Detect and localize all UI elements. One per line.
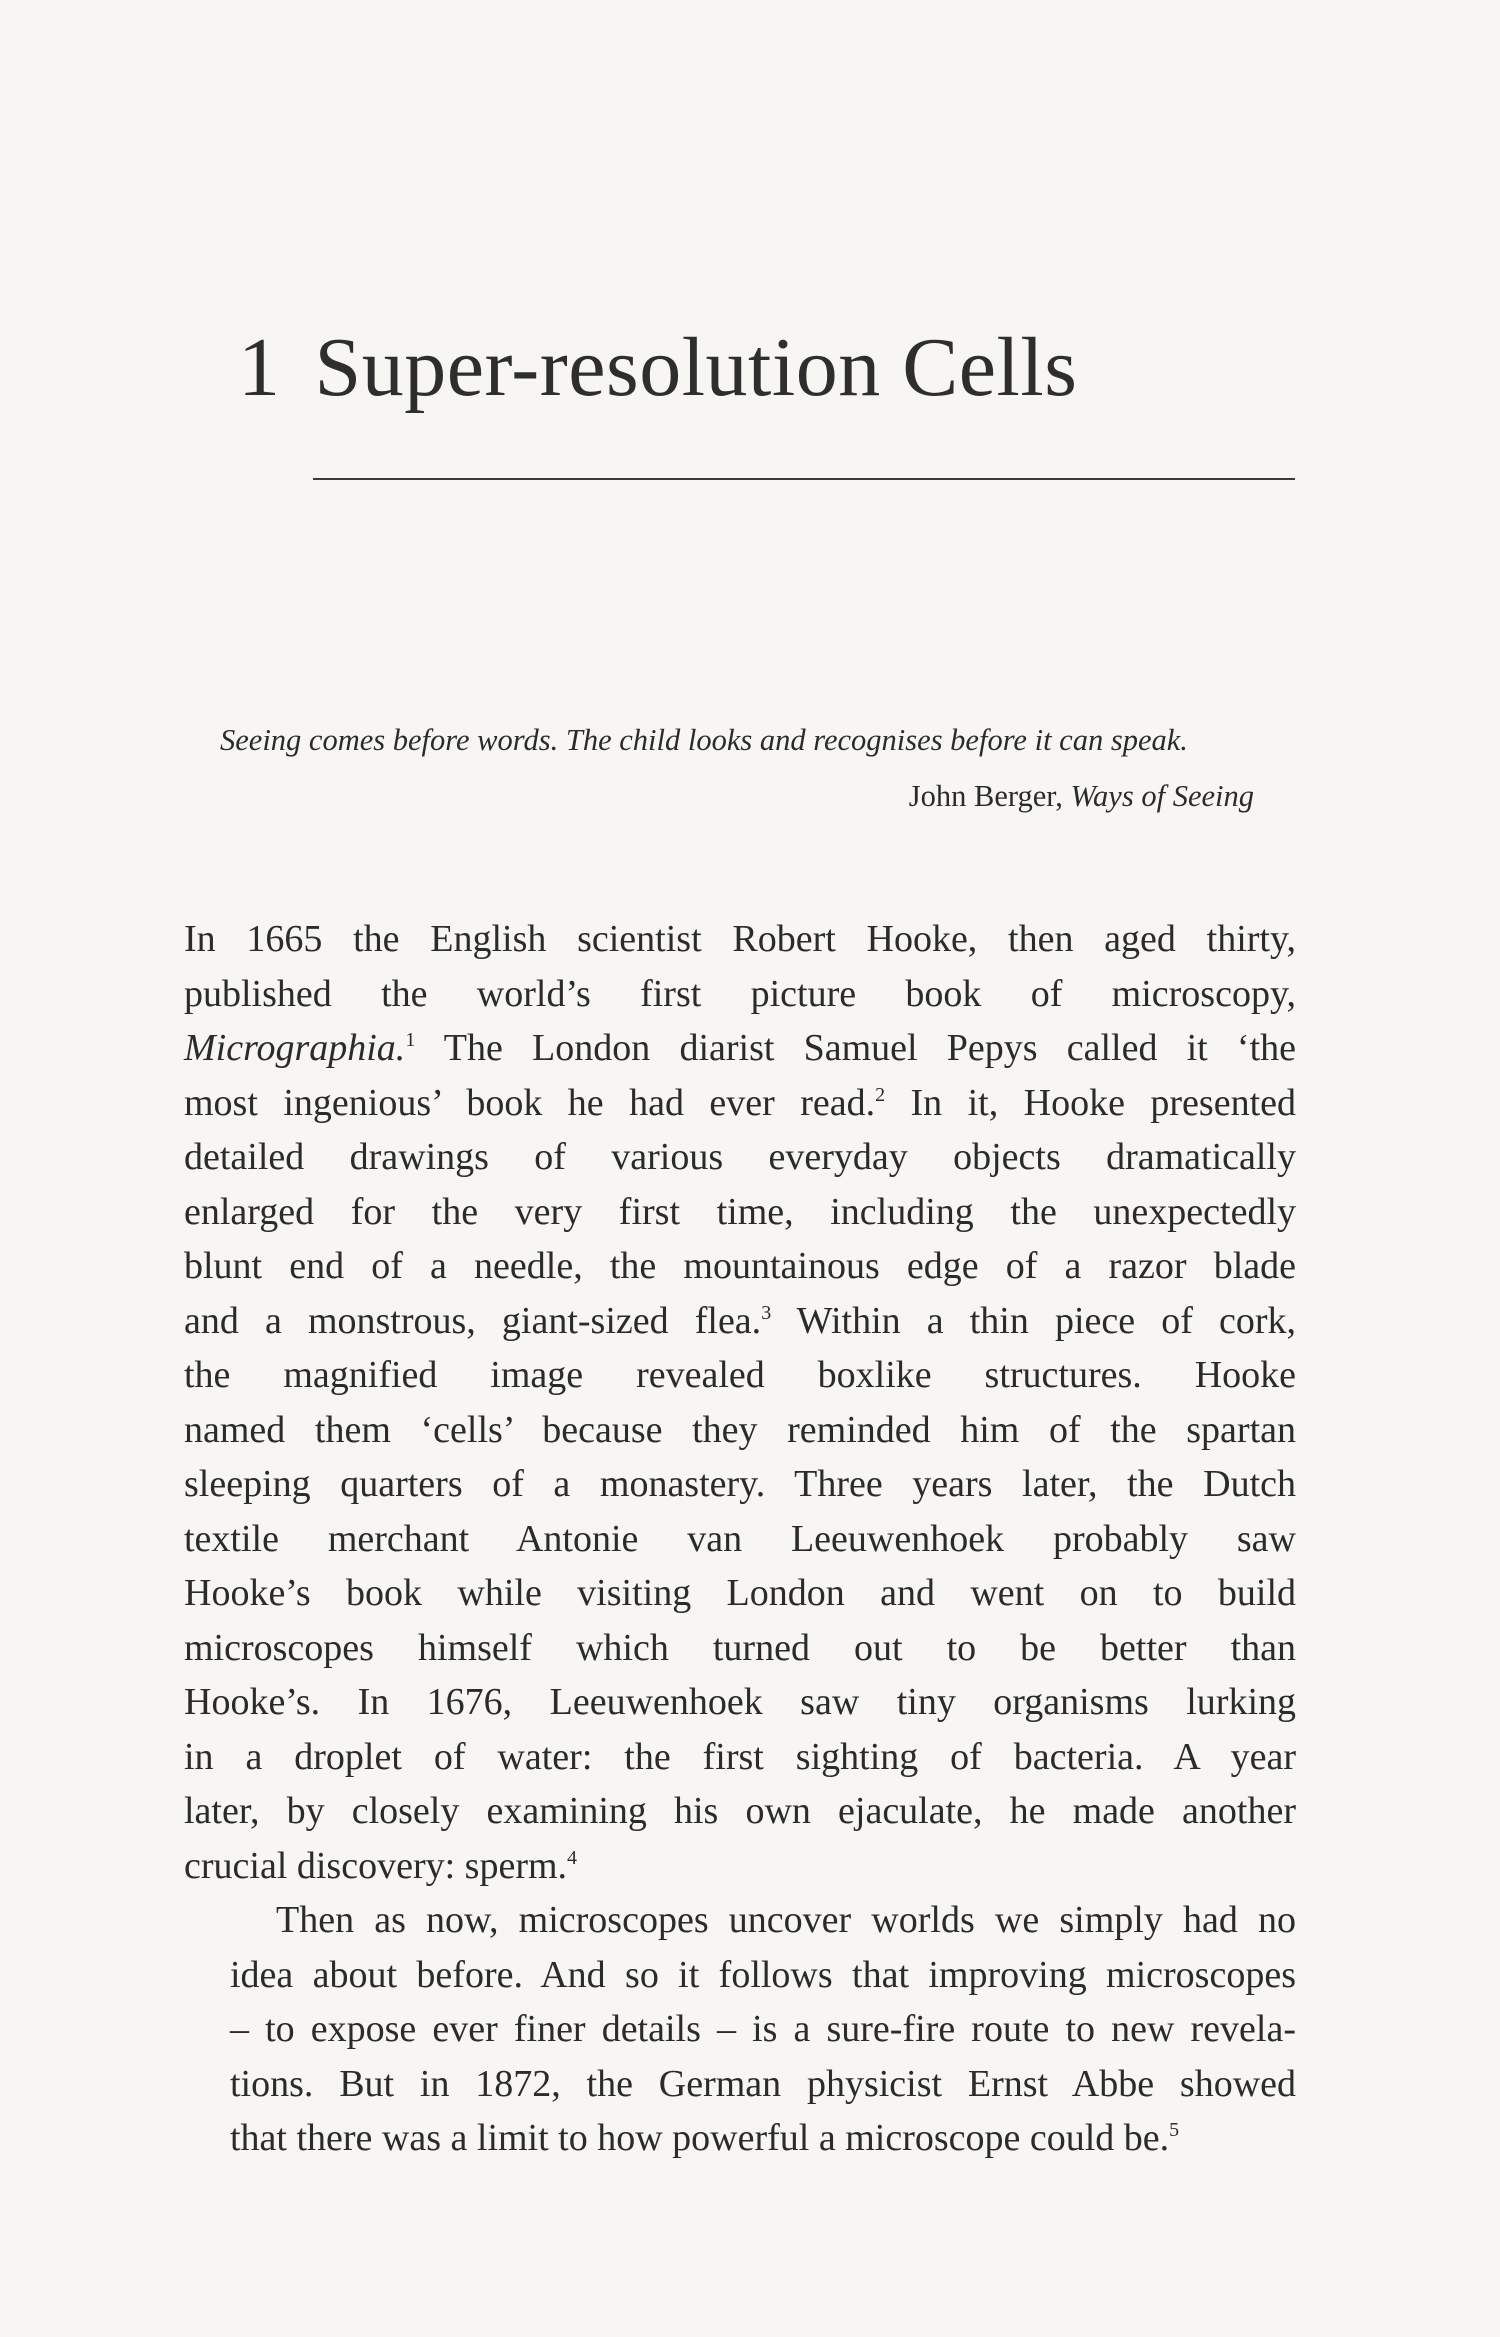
epigraph — [220, 712, 1254, 824]
text-line — [184, 1076, 1296, 1131]
footnote-ref[interactable]: 5 — [1169, 2119, 1180, 2141]
text-line: In 1665 the English scientist Robert Hooke, then aged thirty, — [184, 918, 1296, 960]
text-line — [184, 1294, 1296, 1349]
text-run: The London diarist Samuel Pepys called it ‘the — [415, 1027, 1296, 1069]
text-run: that there was a limit to how powerful a microscope could be. — [230, 2117, 1170, 2159]
text-line: Hooke’s book while visiting London and went on to build — [184, 1572, 1296, 1614]
text-line: Then as now, microscopes uncover worlds we simply had no — [276, 1899, 1296, 1941]
footnote-ref[interactable]: 1 — [405, 1029, 416, 1051]
text-line: the magnified image revealed boxlike structures. Hooke — [184, 1354, 1296, 1396]
text-line: published the world’s first picture book of microscopy, — [184, 972, 1296, 1015]
footnote-ref[interactable]: 3 — [761, 1301, 772, 1324]
footnote-ref[interactable]: 2 — [875, 1083, 886, 1106]
paragraph — [184, 1893, 1296, 2166]
epigraph-attribution — [220, 768, 1254, 824]
text-line: sleeping quarters of a monastery. Three years later, the Dutch — [184, 1463, 1296, 1505]
text-run: most ingenious’ book he had ever read. — [184, 1081, 876, 1124]
epigraph-quote: Seeing comes before words. The child looks and recognises before it can speak. — [220, 723, 1188, 757]
text-run: crucial discovery: sperm. — [184, 1844, 568, 1887]
text-line: Hooke’s. In 1676, Leeuwenhoek saw tiny organisms lurking — [184, 1681, 1296, 1723]
text-line: named them ‘cells’ because they reminded him of the spartan — [184, 1408, 1296, 1451]
paragraph — [184, 912, 1296, 1893]
text-line: – to expose ever finer details – is a sure-fire route to new revela- — [230, 2008, 1296, 2050]
text-line: textile merchant Antonie van Leeuwenhoek probably saw — [184, 1517, 1296, 1560]
text-line — [184, 2111, 1296, 2166]
epigraph-work: Ways of Seeing — [1070, 779, 1254, 813]
text-run: In it, Hooke presented — [885, 1081, 1296, 1124]
text-run: Within a thin piece of cork, — [771, 1299, 1296, 1342]
chapter-heading — [238, 322, 1077, 414]
epigraph-author: John Berger, — [908, 779, 1063, 813]
book-title: Micrographia. — [184, 1027, 406, 1069]
text-line: enlarged for the very first time, including the unexpectedly — [184, 1190, 1296, 1233]
chapter-rule — [313, 478, 1295, 480]
text-line — [184, 1021, 1296, 1076]
text-line: detailed drawings of various everyday objects dramatically — [184, 1136, 1296, 1178]
chapter-number: 1 — [238, 321, 281, 414]
text-run: and a monstrous, giant-sized flea. — [184, 1299, 762, 1342]
text-line — [184, 1839, 1296, 1894]
chapter-title: Super-resolution Cells — [314, 321, 1078, 414]
text-line: tions. But in 1872, the German physicist Ernst Abbe showed — [230, 2062, 1296, 2105]
footnote-ref[interactable]: 4 — [567, 1846, 578, 1869]
text-line: later, by closely examining his own ejaculate, he made another — [184, 1790, 1296, 1832]
body-text — [184, 912, 1296, 2166]
text-line: microscopes himself which turned out to be better than — [184, 1626, 1296, 1669]
text-line: blunt end of a needle, the mountainous edge of a razor blade — [184, 1245, 1296, 1287]
text-line: idea about before. And so it follows that improving microscopes — [230, 1953, 1296, 1996]
text-line: in a droplet of water: the first sighting of bacteria. A year — [184, 1735, 1296, 1778]
